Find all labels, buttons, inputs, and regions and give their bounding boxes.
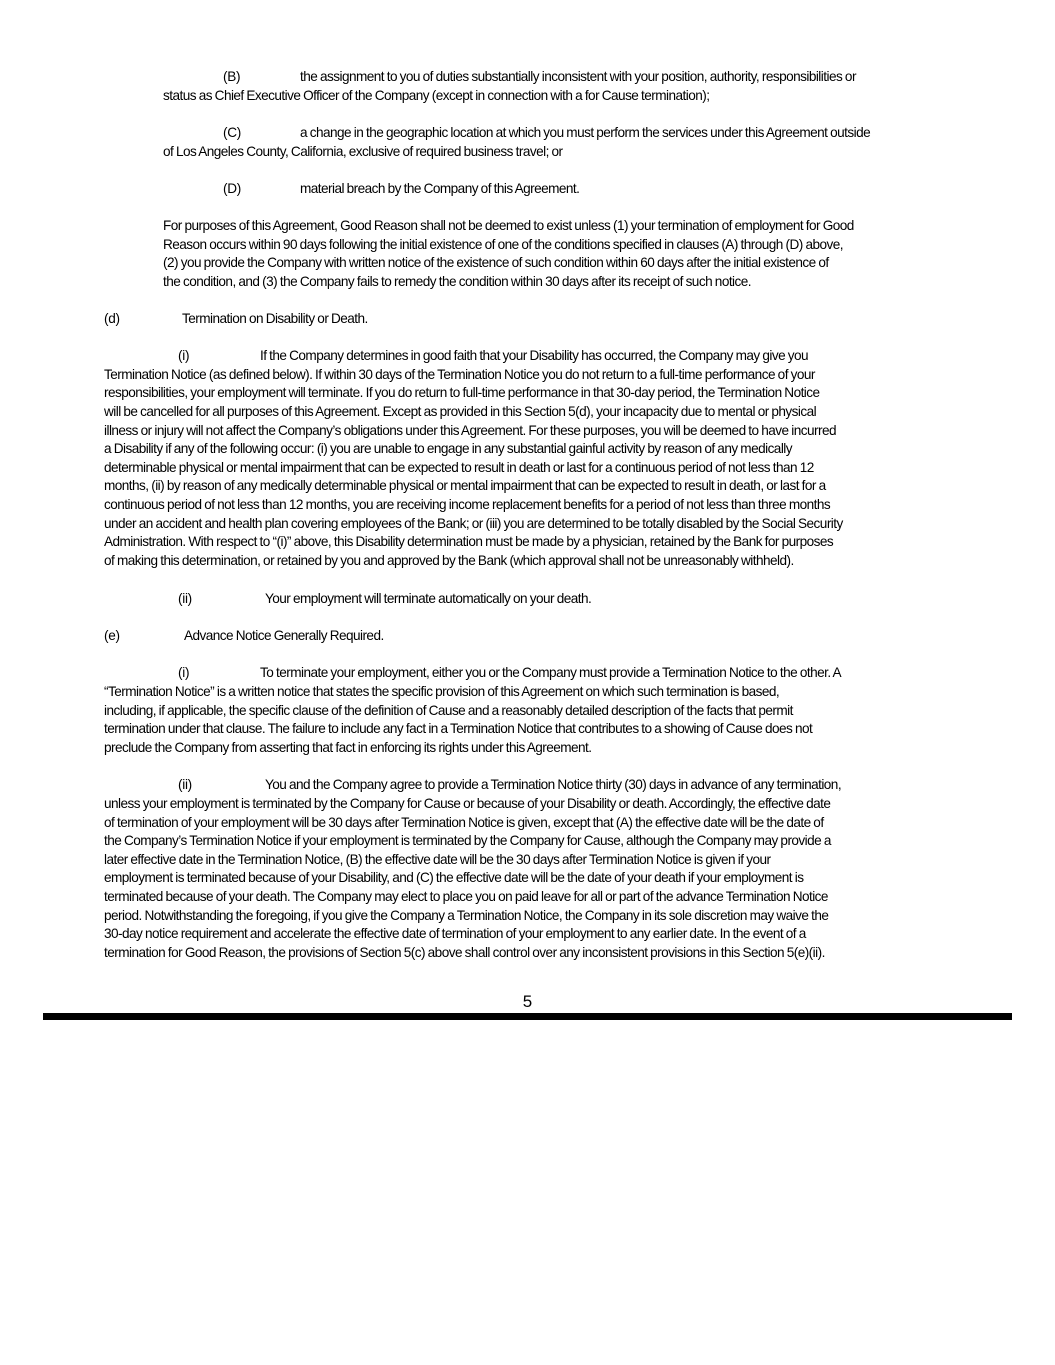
text-line: status as Chief Executive Officer of the Company (except in connection with a for Cause termination); bbox=[163, 88, 710, 103]
text-line: of making this determination, or retained by you and approved by the Bank (which approval shall not be unreasonably withheld). bbox=[104, 553, 794, 568]
text-line: (2) you provide the Company with written notice of the existence of such condition within 60 days after the initial existence of bbox=[163, 255, 829, 270]
text-line: later effective date in the Termination Notice, (B) the effective date will be the 30 days after Termination Notice is given if your bbox=[104, 852, 771, 867]
text-line: To terminate your employment, either you or the Company must provide a Termination Notice to the other. A bbox=[260, 665, 842, 680]
text-line: the assignment to you of duties substantially inconsistent with your position, authority, responsibilities or bbox=[300, 69, 856, 84]
subsection-label: (ii) bbox=[178, 591, 192, 606]
text-line: termination for Good Reason, the provisions of Section 5(c) above shall control over any inconsistent provisions in this Section 5(e)(ii). bbox=[104, 945, 825, 960]
clause-label: (C) bbox=[223, 125, 241, 140]
section-title: Termination on Disability or Death. bbox=[182, 311, 368, 326]
page-footer-rule bbox=[43, 1013, 1012, 1020]
text-line: will be cancelled for all purposes of this Agreement. Except as provided in this Section 5(d), your incapacity due to mental or physical bbox=[104, 404, 817, 419]
text-line: of termination of your employment will be 30 days after Termination Notice is given, except that (A) the effective date will be the date of bbox=[104, 815, 824, 830]
text-line: “Termination Notice” is a written notice that states the specific provision of this Agreement on which such termination is based, bbox=[104, 684, 780, 699]
section-label: (d) bbox=[104, 311, 120, 326]
text-line: You and the Company agree to provide a Termination Notice thirty (30) days in advance of any termination, bbox=[265, 777, 842, 792]
text-line: illness or injury will not affect the Company’s obligations under this Agreement. For these purposes, you will be deemed to have incurred bbox=[104, 423, 836, 438]
page-number: 5 bbox=[522, 992, 533, 1011]
text-line: Reason occurs within 90 days following the initial existence of one of the conditions specified in clauses (A) through (D) above, bbox=[163, 237, 843, 252]
text-line: If the Company determines in good faith that your Disability has occurred, the Company may give you bbox=[260, 348, 809, 363]
text-line: 30-day notice requirement and accelerate the effective date of termination of your employment to any earlier date. In the event of a bbox=[104, 926, 806, 941]
text-line: preclude the Company from asserting that fact in enforcing its rights under this Agreement. bbox=[104, 740, 592, 755]
text-line: including, if applicable, the specific clause of the definition of Cause and a reasonably detailed description of the facts that permit bbox=[104, 703, 793, 718]
text-line: For purposes of this Agreement, Good Reason shall not be deemed to exist unless (1) your termination of employment for Good bbox=[163, 218, 854, 233]
section-title: Advance Notice Generally Required. bbox=[184, 628, 384, 643]
clause-label: (D) bbox=[223, 181, 241, 196]
text-line: a change in the geographic location at which you must perform the services under this Agreement outside bbox=[300, 125, 871, 140]
subsection-label: (i) bbox=[178, 665, 190, 680]
text-line: termination under that clause. The failure to include any fact in a Termination Notice that contributes to a showing of Cause does not bbox=[104, 721, 813, 736]
text-line: material breach by the Company of this Agreement. bbox=[300, 181, 580, 196]
text-line: Administration. With respect to “(i)” above, this Disability determination must be made by a physician, retained by the Bank for purposes bbox=[104, 534, 834, 549]
text-line: continuous period of not less than 12 months, you are receiving income replacement benefits for a period of not less than three months bbox=[104, 497, 831, 512]
clause-label: (B) bbox=[223, 69, 241, 84]
text-line: determinable physical or mental impairment that can be expected to result in death or last for a continuous period of not less than 12 bbox=[104, 460, 814, 475]
text-line: Termination Notice (as defined below). If within 30 days of the Termination Notice you do not return to a full-time performance of your bbox=[104, 367, 815, 382]
text-line: employment is terminated because of your Disability, and (C) the effective date will be the date of your death if your employment is bbox=[104, 870, 804, 885]
subsection-label: (ii) bbox=[178, 777, 192, 792]
text-line: Your employment will terminate automatically on your death. bbox=[265, 591, 592, 606]
text-line: the Company’s Termination Notice if your employment is terminated by the Company for Cause, although the Company may provide a bbox=[104, 833, 831, 848]
text-line: responsibilities, your employment will terminate. If you do return to full-time performance in that 30-day period, the Termination Notice bbox=[104, 385, 820, 400]
text-line: terminated because of your death. The Company may elect to place you on paid leave for all or part of the advance Termination Notice bbox=[104, 889, 828, 904]
subsection-label: (i) bbox=[178, 348, 190, 363]
text-line: the condition, and (3) the Company fails to remedy the condition within 30 days after its receipt of such notice. bbox=[163, 274, 752, 289]
text-line: under an accident and health plan covering employees of the Bank; or (iii) you are determined to be totally disabled by the Social Security bbox=[104, 516, 843, 531]
text-line: unless your employment is terminated by the Company for Cause or because of your Disability or death. Accordingly, the effective date bbox=[104, 796, 831, 811]
text-line: a Disability if any of the following occur: (i) you are unable to engage in any substantial gainful activity by reason of any medically bbox=[104, 441, 793, 456]
text-line: period. Notwithstanding the foregoing, if you give the Company a Termination Notice, the Company in its sole discretion may waive the bbox=[104, 908, 829, 923]
text-line: of Los Angeles County, California, exclusive of required business travel; or bbox=[163, 144, 563, 159]
text-line: months, (ii) by reason of any medically determinable physical or mental impairment that can be expected to result in death, or last for a bbox=[104, 478, 826, 493]
section-label: (e) bbox=[104, 628, 120, 643]
